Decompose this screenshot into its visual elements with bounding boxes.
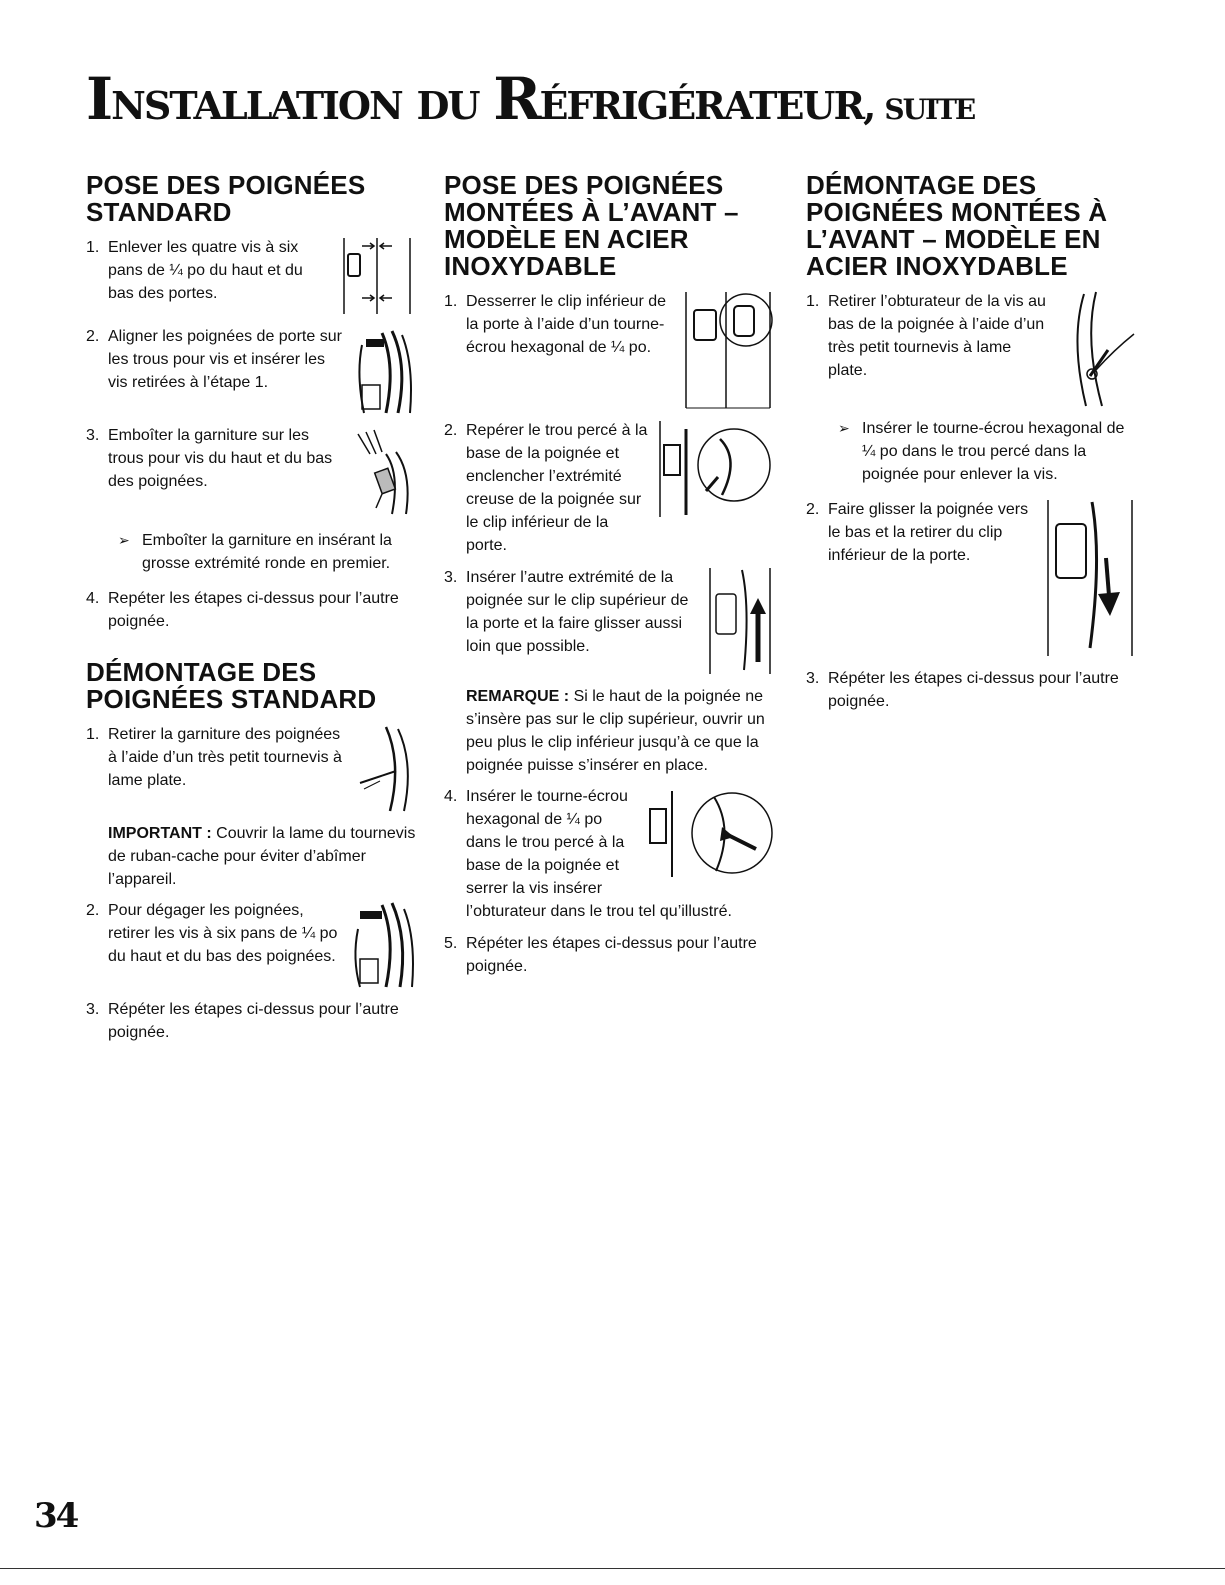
trim-illustration <box>352 424 416 520</box>
remarque-note: REMARQUE : Si le haut de la poignée ne s’insère pas sur le clip supérieur, ouvrir un peu plus le clip inférieur jusqu’à ce que la poignée puisse s’insérer en place. <box>466 688 765 774</box>
page-title: INSTALLATION DU RÉFRIGÉRATEUR, SUITE <box>86 65 975 133</box>
list-item: 1. Retirer la garniture des poignées à l’aide d’un très petit tournevis à lame plate. <box>86 723 416 813</box>
refrigerator-doors-illustration <box>336 236 416 316</box>
important-note: IMPORTANT : Couvrir la lame du tournevis de ruban-cache pour éviter d’abîmer l’appareil. <box>108 825 416 888</box>
lower-clip-illustration <box>656 419 774 519</box>
heading-pose-standard: POSE DES POIGNÉES STANDARD <box>86 170 366 227</box>
list-item: 3. Emboîter la garniture sur les trous pour vis du haut et du bas des poignées. <box>86 424 416 520</box>
list-item: 2. Faire glisser la poignée vers le bas et la retirer du clip inférieur de la porte. <box>806 498 1136 658</box>
list-item: 5. Répéter les étapes ci-dessus pour l’autre poignée. <box>444 935 757 975</box>
column-standard-handles <box>86 172 416 1053</box>
list-item: 2. Aligner les poignées de porte sur les trous pour vis et insérer les vis retirées à l’étape 1. <box>86 325 416 415</box>
arrow-bullet-icon: ➢ <box>838 420 850 436</box>
heading-demontage-montees: DÉMONTAGE DES POIGNÉES MONTÉES À L’AVANT – MODÈLE EN ACIER INOXYDABLE <box>806 170 1108 281</box>
screwdriver-plug-illustration <box>1056 290 1136 408</box>
column-front-mounted-removal <box>806 172 1136 722</box>
list-item: 2. Pour dégager les poignées, retirer les vis à six pans de ¼ po du haut et du bas des poignées. <box>86 899 416 989</box>
list-item: 3. Insérer l’autre extrémité de la poignée sur le clip supérieur de la porte et la faire glisser aussi loin que possible. <box>444 566 774 676</box>
sub-step: ➢ Emboîter la garniture en insérant la grosse extrémité ronde en premier. <box>118 529 416 575</box>
list-item: 2. Repérer le trou percé à la base de la poignée et enclencher l’extrémité creuse de la poignée sur le clip inférieur de la porte. <box>444 419 774 557</box>
list-item: 3. Répéter les étapes ci-dessus pour l’autre poignée. <box>86 1001 399 1041</box>
refrigerator-dispenser-illustration <box>682 290 774 410</box>
list-item: 3. Répéter les étapes ci-dessus pour l’autre poignée. <box>806 670 1119 710</box>
list-item: 4. Repéter les étapes ci-dessus pour l’autre poignée. <box>86 590 399 630</box>
bottom-rule <box>0 1568 1225 1569</box>
list-item: 1. Retirer l’obturateur de la vis au bas de la poignée à l’aide d’un très petit tournevis à lame plate. <box>806 290 1136 408</box>
heading-pose-montees: POSE DES POIGNÉES MONTÉES À L’AVANT – MODÈLE EN ACIER INOXYDABLE <box>444 170 739 281</box>
upper-clip-illustration <box>706 566 774 676</box>
sub-step: ➢ Insérer le tourne-écrou hexagonal de ¼ po dans le trou percé dans la poignée pour enlever la vis. <box>838 417 1136 486</box>
slide-handle-illustration <box>1044 498 1136 658</box>
list-item: 4. Insérer le tourne-écrou hexagonal de ¼ po dans le trou percé à la base de la poignée et serrer la vis insérer l’obturateur dans le trou tel qu’illustré. <box>444 785 774 923</box>
handle-screws-illustration <box>352 325 416 415</box>
screwdriver-trim-illustration <box>356 723 416 813</box>
handle-screws-illustration-2 <box>346 899 416 989</box>
column-front-mounted-install <box>444 172 774 987</box>
heading-demontage-standard: DÉMONTAGE DES POIGNÉES STANDARD <box>86 657 377 714</box>
page-number: 34 <box>34 1496 78 1536</box>
hex-driver-illustration <box>644 785 774 881</box>
list-item: 1. Desserrer le clip inférieur de la porte à l’aide d’un tourne-écrou hexagonal de ¼ po. <box>444 290 774 410</box>
arrow-bullet-icon: ➢ <box>118 532 130 548</box>
list-item: 1. Enlever les quatre vis à six pans de ¼ po du haut et du bas des portes. <box>86 236 416 316</box>
